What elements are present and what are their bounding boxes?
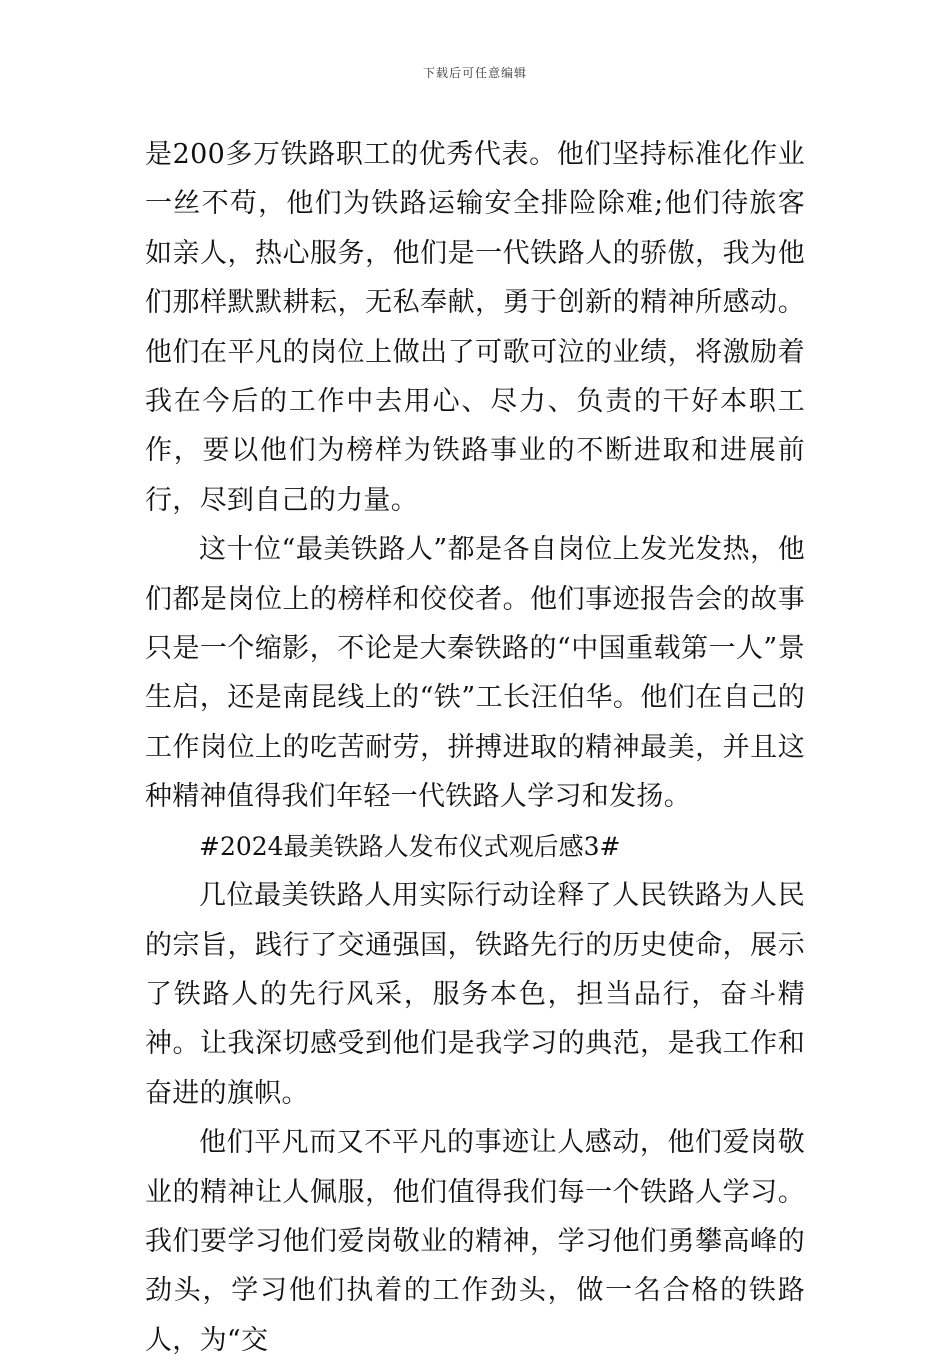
paragraph-people-railway: 几位最美铁路人用实际行动诠释了人民铁路为人民的宗旨，践行了交通强国，铁路先行的历史使命，展示了铁路人的先行风采，服务本色，担当品行，奋斗精神。让我深切感受到他们是我学习的典范，是我工作和奋进的旗帜。: [145, 880, 805, 1109]
document-body: [145, 130, 805, 1365]
section-heading: #2024最美铁路人发布仪式观后感3#: [199, 831, 621, 861]
paragraph-learn-from-them: 他们平凡而又不平凡的事迹让人感动，他们爱岗敬业的精神让人佩服，他们值得我们每一个铁路人学习。我们要学习他们爱岗敬业的精神，学习他们勇攀高峰的劲头，学习他们执着的工作劲头，做一名合格的铁路人，为“交: [145, 1127, 805, 1356]
paragraph-ten-railway-workers: 这十位“最美铁路人”都是各自岗位上发光发热，他们都是岗位上的榜样和佼佼者。他们事迹报告会的故事只是一个缩影，不论是大秦铁路的“中国重载第一人”景生启，还是南昆线上的“铁”工长汪伯华。他们在自己的工作岗位上的吃苦耐劳，拼搏进取的精神最美，并且这种精神值得我们年轻一代铁路人学习和发扬。: [145, 534, 805, 813]
page-header-note: 下载后可任意编辑: [422, 66, 527, 80]
paragraph-continuation: 是200多万铁路职工的优秀代表。他们坚持标准化作业一丝不苟，他们为铁路运输安全排险除难;他们待旅客如亲人，热心服务，他们是一代铁路人的骄傲，我为他们那样默默耕耘，无私奉献，勇于创新的精神所感动。他们在平凡的岗位上做出了可歌可泣的业绩，将激励着我在今后的工作中去用心、尽力、负责的干好本职工作，要以他们为榜样为铁路事业的不断进取和进展前行，尽到自己的力量。: [145, 139, 805, 516]
